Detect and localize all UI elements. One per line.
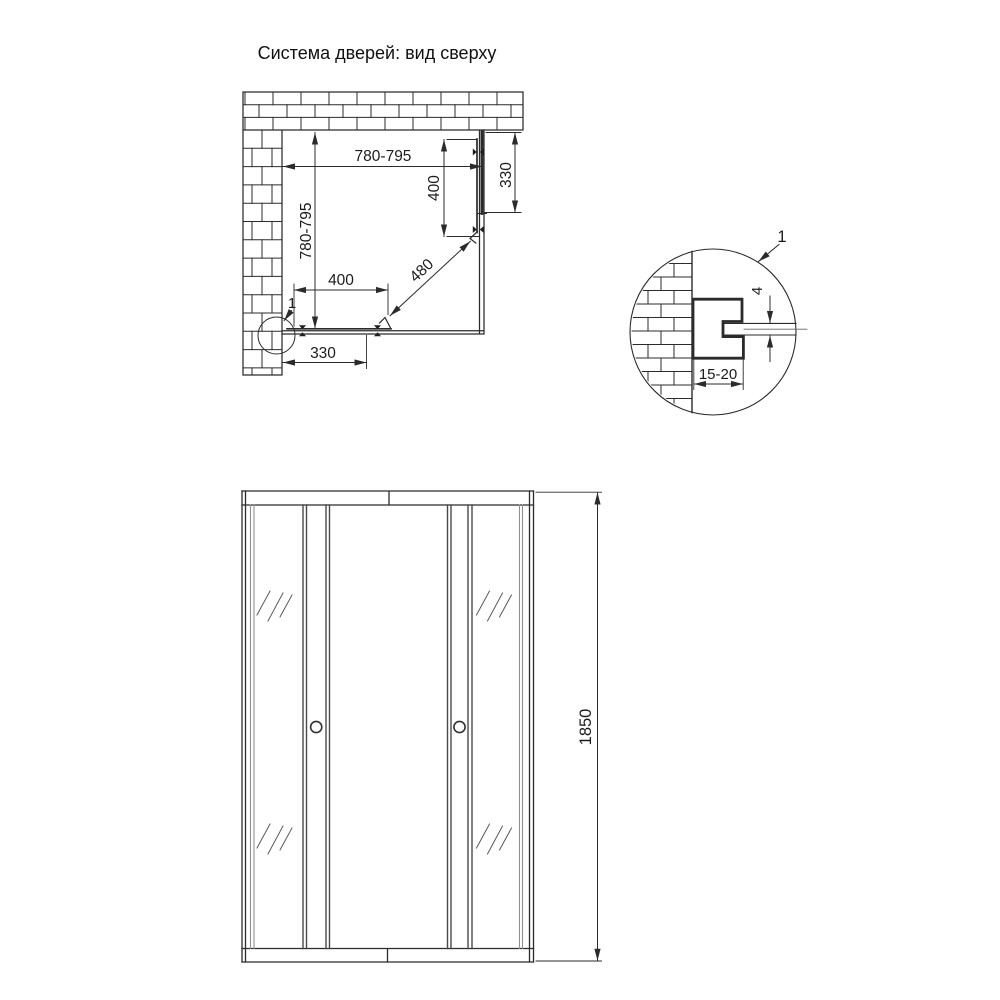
plan-wall-bricks-top: [243, 92, 523, 130]
page-title: Система дверей: вид сверху: [257, 43, 497, 63]
dim-fixed-bottom: 330: [310, 345, 336, 362]
front-dim-height: 1850: [577, 708, 595, 746]
plan-wall-bricks-left: [243, 130, 282, 375]
dim-door-bottom: 400: [328, 272, 354, 289]
front-door-stiles: [303, 505, 472, 949]
detail-bricks: [628, 250, 692, 414]
plan-dimensions: [283, 133, 521, 369]
door-handle-right: [454, 721, 465, 732]
detail-dim-profile-depth: 15-20: [698, 366, 738, 383]
detail-glass-panel: [724, 323, 808, 335]
front-door-handles: [311, 721, 466, 732]
plan-sliding-doors: [287, 139, 478, 329]
front-glass-reflection-marks: [257, 591, 512, 854]
dim-depth-left: 780-795: [298, 202, 315, 260]
front-view: [242, 491, 602, 962]
dim-diagonal: 480: [406, 255, 438, 286]
detail-view: [628, 228, 807, 415]
dim-fixed-right: 330: [498, 162, 515, 188]
door-handle-left: [311, 721, 322, 732]
dim-width-top: 780-795: [354, 148, 412, 165]
plan-door-bottom-edge-mark: [380, 318, 391, 329]
front-frame: [242, 491, 534, 962]
roller-icon: [473, 226, 484, 233]
detail-dim-glass-thickness: 4: [749, 286, 766, 296]
plan-detail-marker: [258, 311, 295, 355]
detail-callout-label: 1: [777, 228, 787, 246]
plan-view: [243, 92, 523, 375]
plan-door-right-edge-mark: [470, 232, 478, 244]
detail-profile: [693, 299, 743, 358]
front-fixed-panel-edges: [251, 505, 523, 949]
plan-roller-icons: [299, 149, 484, 337]
plan-detail-callout-label: 1: [287, 295, 297, 312]
dim-door-right: 400: [426, 175, 443, 201]
